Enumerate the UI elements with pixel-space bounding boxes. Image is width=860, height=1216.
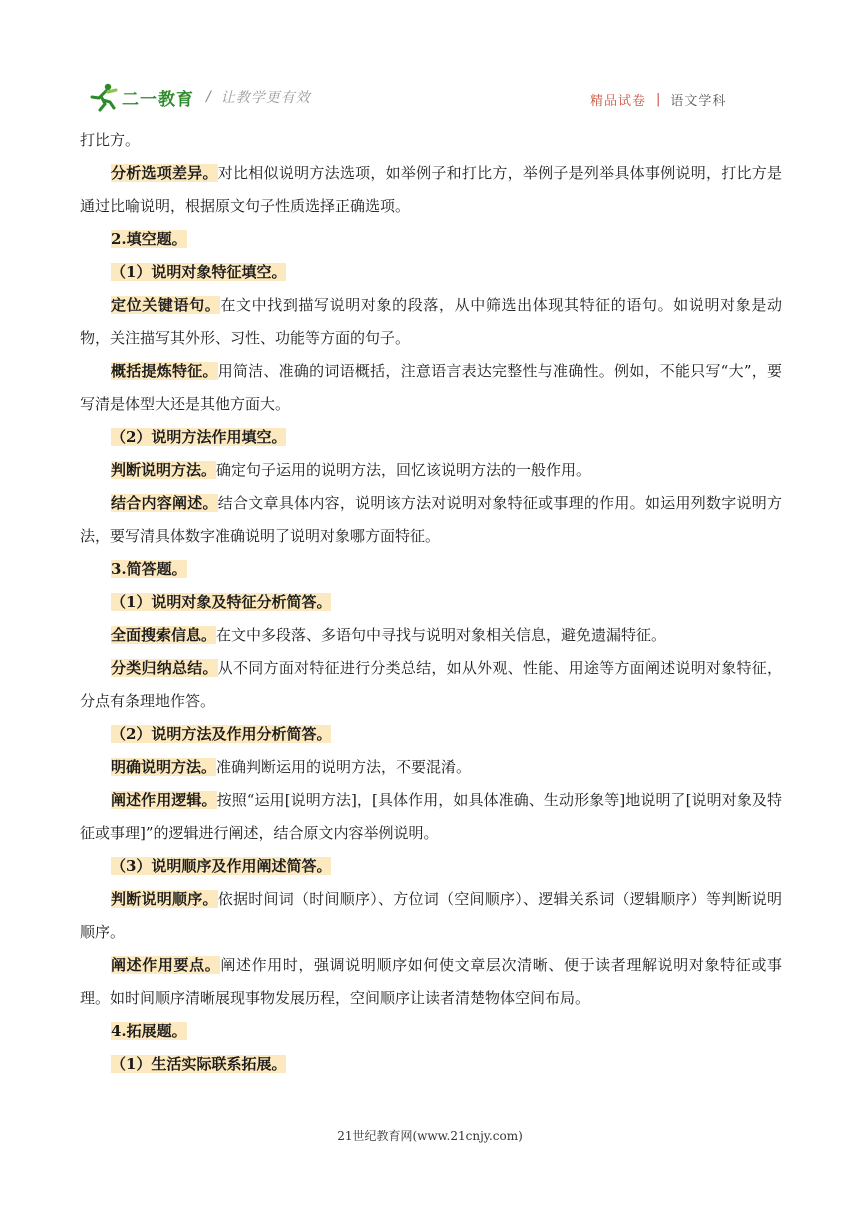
paragraph: 阐述作用逻辑。按照“运用[说明方法]，[具体作用，如具体准确、生动形象等]地说明了[说明对象及特征或事理]”的逻辑进行阐述，结合原文内容举例说明。: [80, 791, 782, 842]
paragraph: 判断说明方法。确定句子运用的说明方法，回忆该说明方法的一般作用。: [111, 461, 592, 479]
key-point: 判断说明顺序。: [111, 890, 218, 908]
subsection-heading: （1）说明对象特征填空。: [111, 263, 287, 281]
page-footer[interactable]: 21世纪教育网(www.21cnjy.com): [337, 1129, 523, 1143]
subsection-heading: （2）说明方法及作用分析简答。: [111, 725, 332, 743]
paragraph: 分类归纳总结。从不同方面对特征进行分类总结，如从外观、性能、用途等方面阐述说明对象特征，分点有条理地作答。: [80, 659, 782, 710]
brand-slogan: 让教学更有效: [220, 90, 311, 106]
site-logo[interactable]: [86, 82, 311, 112]
brand-name: 二一教育: [122, 89, 194, 110]
document-body: [80, 124, 782, 1081]
paragraph: 全面搜索信息。在文中多段落、多语句中寻找与说明对象相关信息，避免遗漏特征。: [111, 626, 667, 644]
paragraph: 明确说明方法。准确判断运用的说明方法，不要混淆。: [111, 758, 472, 776]
subsection-heading: （1）生活实际联系拓展。: [111, 1055, 287, 1073]
tag-premium: 精品试卷: [590, 94, 647, 109]
paragraph: 打比方。: [80, 131, 141, 149]
key-point: 分析选项差异。: [111, 164, 218, 182]
paragraph: 结合内容阐述。结合文章具体内容，说明该方法对说明对象特征或事理的作用。如运用列数字说明方法，要写清具体数字准确说明了说明对象哪方面特征。: [80, 494, 782, 545]
key-point: 明确说明方法。: [111, 758, 217, 776]
tag-subject: 语文学科: [670, 94, 727, 109]
running-figure-icon: [86, 82, 120, 112]
key-point: 结合内容阐述。: [111, 494, 218, 512]
section-heading: 4.拓展题。: [111, 1022, 187, 1040]
paragraph: 阐述作用要点。阐述作用时，强调说明顺序如何使文章层次清晰、便于读者理解说明对象特征或事理。如时间顺序清晰展现事物发展历程，空间顺序让读者清楚物体空间布局。: [80, 956, 782, 1007]
section-heading: 2.填空题。: [111, 230, 187, 248]
key-point: 定位关键语句。: [111, 296, 221, 314]
paragraph: 分析选项差异。对比相似说明方法选项，如举例子和打比方，举例子是列举具体事例说明，打比方是通过比喻说明，根据原文句子性质选择正确选项。: [80, 164, 782, 215]
header-tags: [590, 90, 726, 109]
key-point: 全面搜索信息。: [111, 626, 217, 644]
paragraph: 定位关键语句。在文中找到描写说明对象的段落，从中筛选出体现其特征的语句。如说明对象是动物，关注描写其外形、习性、功能等方面的句子。: [80, 296, 782, 347]
subsection-heading: （3）说明顺序及作用阐述简答。: [111, 857, 332, 875]
key-point: 概括提炼特征。: [111, 362, 218, 380]
subsection-heading: （1）说明对象及特征分析简答。: [111, 593, 332, 611]
section-heading: 3.简答题。: [111, 560, 187, 578]
key-point: 分类归纳总结。: [111, 659, 218, 677]
paragraph: 概括提炼特征。用简洁、准确的词语概括，注意语言表达完整性与准确性。例如，不能只写“大”，要写清是体型大还是其他方面大。: [80, 362, 782, 413]
key-point: 判断说明方法。: [111, 461, 217, 479]
subsection-heading: （2）说明方法作用填空。: [111, 428, 287, 446]
tag-separator: |: [656, 92, 661, 107]
key-point: 阐述作用要点。: [111, 956, 221, 974]
key-point: 阐述作用逻辑。: [111, 791, 217, 809]
brand-separator: /: [206, 89, 211, 105]
page-header: [0, 0, 860, 130]
paragraph: 判断说明顺序。依据时间词（时间顺序）、方位词（空间顺序）、逻辑关系词（逻辑顺序）等判断说明顺序。: [80, 890, 782, 941]
